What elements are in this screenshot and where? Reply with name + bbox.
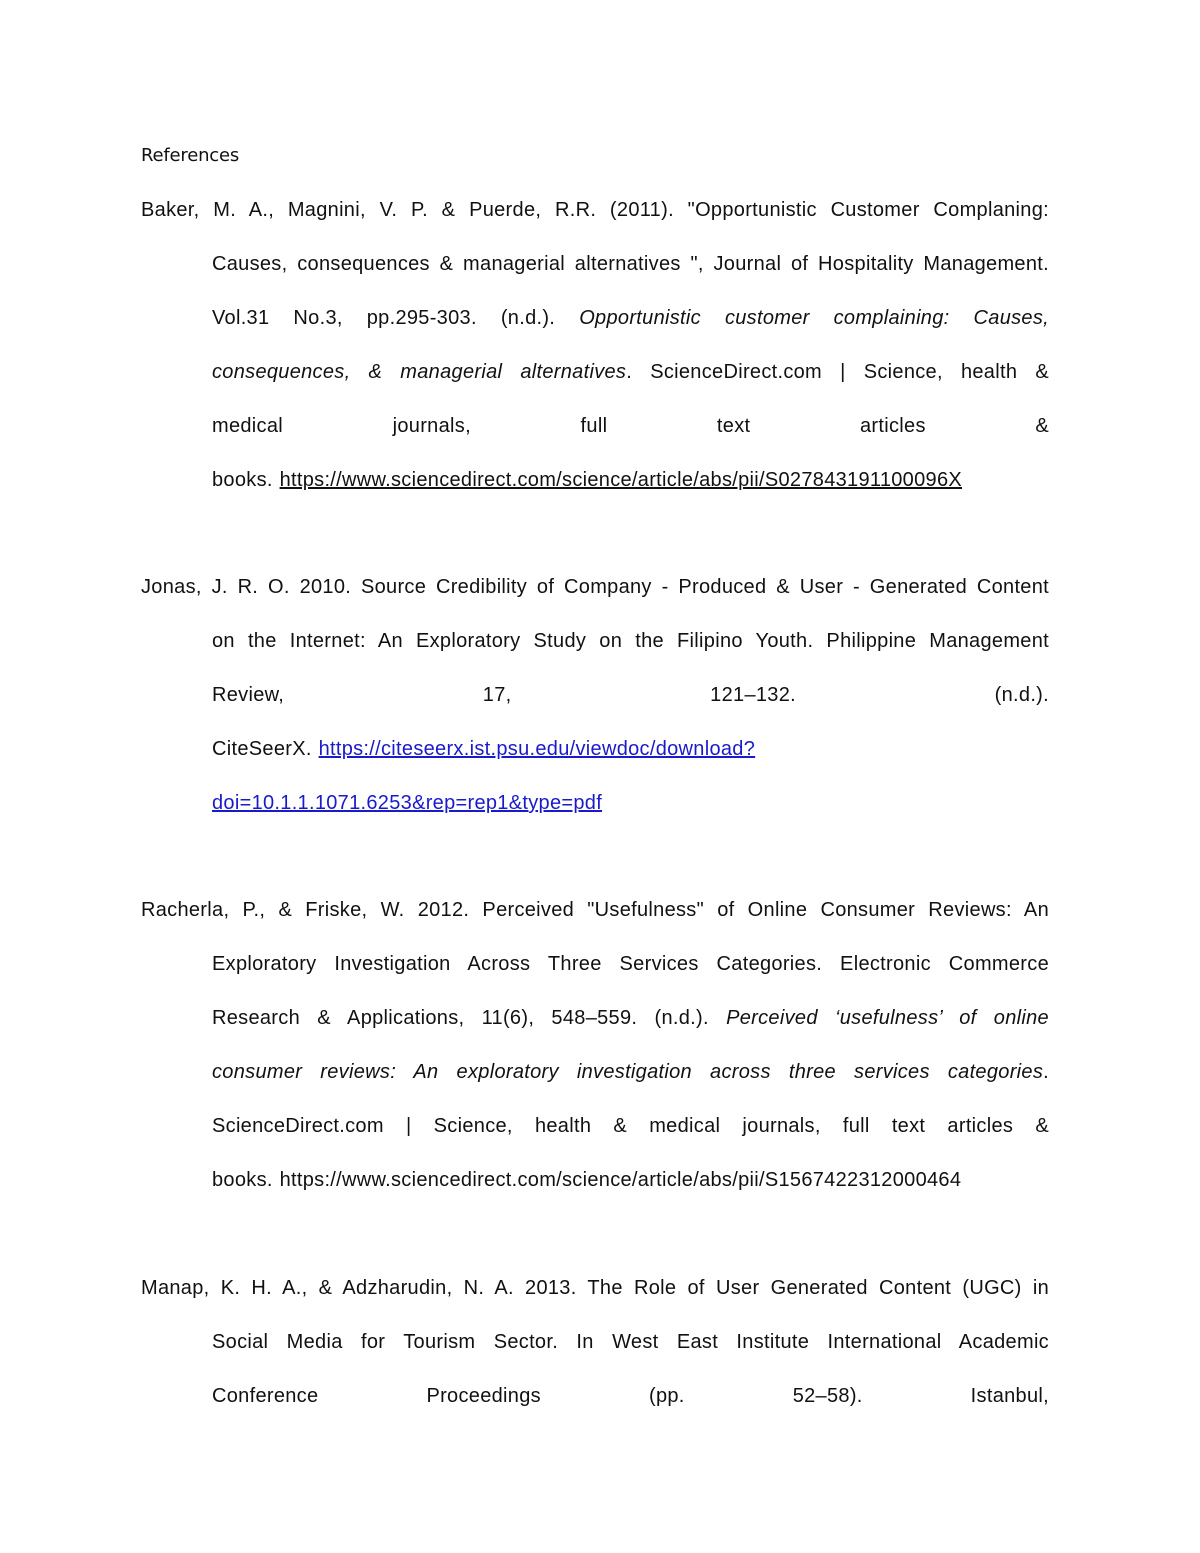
ref-line: Racherla, P., & Friske, W. 2012. Perceived "Usefulness" of Online Consumer Reviews: An — [141, 899, 1049, 921]
ref-title-italic: consequences, & managerial alternatives — [212, 361, 627, 383]
ref-title-italic: Perceived ‘usefulness’ of online — [726, 1007, 1049, 1029]
ref-line: medical journals, full text articles & — [212, 415, 1049, 437]
ref-line — [141, 345, 1049, 399]
ref-line: books. https://www.sciencedirect.com/science/article/abs/pii/S1567422312000464 — [212, 1169, 962, 1191]
ref-line — [141, 991, 1049, 1045]
ref-title-italic: Opportunistic customer complaining: Causes, — [579, 307, 1050, 329]
ref-line — [141, 1045, 1049, 1099]
ref-line — [141, 453, 1049, 507]
ref-line — [141, 776, 1049, 830]
reference-manap — [141, 1261, 1049, 1423]
reference-jonas — [141, 560, 1049, 830]
reference-link[interactable]: https://www.sciencedirect.com/science/article/abs/pii/S027843191100096X — [279, 469, 963, 491]
ref-line: Conference Proceedings (pp. 52–58). Istanbul, — [212, 1385, 1049, 1407]
ref-text: Research & Applications, 11(6), 548–559. (n.d.). — [212, 1007, 709, 1029]
ref-text: . ScienceDirect.com | Science, health & — [626, 361, 1049, 383]
ref-line: Causes, consequences & managerial alternatives ", Journal of Hospitality Management. — [212, 253, 1049, 275]
ref-line: Exploratory Investigation Across Three Services Categories. Electronic Commerce — [212, 953, 1049, 975]
ref-line: Jonas, J. R. O. 2010. Source Credibility of Company - Produced & User - Generated Content — [141, 576, 1049, 598]
references-heading: References — [141, 145, 240, 166]
ref-text: CiteSeerX. — [212, 738, 312, 760]
reference-link[interactable]: https://citeseerx.ist.psu.edu/viewdoc/download? — [318, 738, 756, 760]
ref-text: books. — [212, 469, 273, 491]
ref-line: Manap, K. H. A., & Adzharudin, N. A. 2013. The Role of User Generated Content (UGC) in — [141, 1277, 1049, 1299]
ref-text: . — [1043, 1061, 1049, 1083]
ref-title-italic: consumer reviews: An exploratory investigation across three services categories — [212, 1061, 1044, 1083]
reference-link[interactable]: doi=10.1.1.1071.6253&rep=rep1&type=pdf — [212, 792, 603, 814]
ref-line: ScienceDirect.com | Science, health & medical journals, full text articles & — [212, 1115, 1049, 1137]
ref-line: Baker, M. A., Magnini, V. P. & Puerde, R.R. (2011). "Opportunistic Customer Complaning: — [141, 199, 1049, 221]
ref-line — [141, 291, 1049, 345]
ref-line: Social Media for Tourism Sector. In West East Institute International Academic — [212, 1331, 1049, 1353]
reference-baker — [141, 183, 1049, 507]
ref-text: Vol.31 No.3, pp.295-303. (n.d.). — [212, 307, 556, 329]
reference-racherla — [141, 883, 1049, 1207]
ref-line: on the Internet: An Exploratory Study on the Filipino Youth. Philippine Management — [212, 630, 1049, 652]
ref-line: Review, 17, 121–132. (n.d.). — [212, 684, 1049, 706]
ref-line — [141, 722, 1049, 776]
